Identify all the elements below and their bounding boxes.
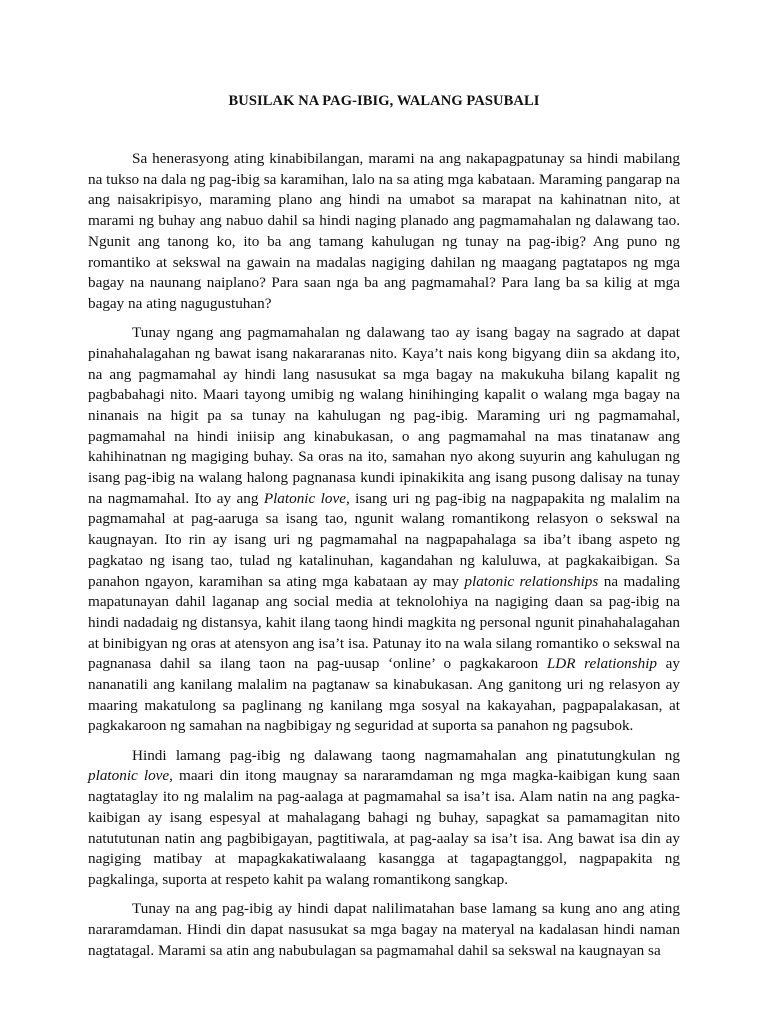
paragraph-2-segment-1: Tunay ngang ang pagmamahalan ng dalawang tao ay isang bagay na sagrado at dapat pinahahalagahan ng bawat isang nakararanas nito. Kaya’t nais kong bigyang diin sa akdang ito, na ang pagmamahal ay hindi lang nasusukat sa mga bagay na makukuha bilang kapalit ng pagbabahagi nito. Maari tayong umibig ng walang hinihinging kapalit o walang mga bagay na ninanais na higit pa sa tunay na kahulugan ng pag-ibig. Maraming uri ng pagmamahal, pagmamahal na hindi iniisip ang kinabukasan, o ang pagmamahal na mas tinatanaw ang kahihinatnan ng magiging buhay. Sa oras na ito, samahan nyo akong suyurin ang kahulugan ng isang pag-ibig na walang halong pagnanasa kundi ipinakikita ang isang pusong dalisay na tunay na nagmamahal. Ito ay ang: [88, 324, 680, 507]
paragraph-2-segment-2: isang uri ng pag-ibig na nagpapakita ng malalim na pagmamahal at pag-aaruga sa isang tao, ngunit walang romantikong relasyon o sekswal na kaugnayan. Ito rin ay isang uri ng pagmamahal na nagpapahalaga sa iba’t ibang aspeto ng pagkatao ng isang tao, tulad ng katalinuhan, kagandahan ng kaluluwa, at pagkakaibigan. Sa panahon ngayon, karamihan sa ating mga kabataan ay may: [88, 489, 680, 590]
ldr-relationship-term: LDR relationship: [546, 655, 658, 673]
paragraph-2-segment-4: ay nananatili ang kanilang malalim na pagtanaw sa kinabukasan. Ang ganitong uri ng relasyon ay maaring makatulong sa paglinang ng kanilang mga sosyal na kakayahan, pagpapalakasan, at pagkakaroon ng samahan na nagbibigay ng seguridad at suporta sa panahon ng pagsubok.: [88, 655, 680, 735]
platonic-love-term-2: platonic love,: [88, 767, 173, 785]
paragraph-1: [88, 149, 680, 315]
paragraph-4: [88, 899, 680, 961]
paragraph-1-text: Sa henerasyong ating kinabibilangan, marami na ang nakapagpatunay sa hindi mabilang na tukso na dala ng pag-ibig sa karamihan, lalo na sa ating mga kabataan. Maraming pangarap na ang naisakripisyo, maraming plano ang hindi na umabot sa marapat na kahinatnan nito, at marami ng buhay ang nabuo dahil sa hindi naging planado ang pagmamahalan ng dalawang tao. Ngunit ang tanong ko, ito ba ang tamang kahulugan ng tunay na pag-ibig? Ang puno ng romantiko at sekswal na gawain na madalas nagiging dahilan ng maagang pagtatapos ng mga bagay na naunang naiplano? Para saan nga ba ang pagmamahal? Para lang ba sa kilig at mga bagay na ating nagugustuhan?: [88, 150, 680, 312]
platonic-relationships-term: platonic relationships: [464, 572, 599, 590]
platonic-love-term: Platonic love,: [263, 489, 350, 507]
paragraph-3-segment-1: Hindi lamang pag-ibig ng dalawang taong nagmamahalan ang pinatutungkulan ng: [132, 746, 680, 764]
paragraph-2-segment-3: na madaling mapatunayan dahil laganap ang social media at teknolohiya na nagiging daan sa pag-ibig na hindi nadadaig ng distansya, kahit ilang taong hindi magkita ng personal ngunit pinahahalagahan at binibigyan ng oras at atensyon ang isa’t isa. Patunay ito na wala silang romantiko o sekswal na pagnanasa dahil sa ilang taon na pag-uusap ‘online’ o pagkakaroon: [88, 572, 681, 673]
document-body: [88, 149, 680, 970]
paragraph-3-segment-2: maari din itong maugnay sa nararamdaman ng mga magka-kaibigan kung saan nagtataglay ito ng malalim na pag-aalaga at pagmamahal sa isa’t isa. Alam natin na ang pagka-kaibigan ay isang espesyal at mahalagang bahagi ng buhay, sapagkat sa pamamagitan nito natututunan natin ang pagbibigayan, pagtitiwala, at pag-aalay sa isa’t isa. Ang bawat isa din ay nagiging matibay at mapagkakatiwalaang kasangga at tagapagtanggol, nagpapakita ng pagkalinga, suporta at respeto kahit pa walang romantikong sangkap.: [88, 767, 680, 888]
paragraph-3: [88, 746, 680, 891]
document-title: BUSILAK NA PAG-IBIG, WALANG PASUBALI: [228, 93, 540, 109]
paragraph-4-text: Tunay na ang pag-ibig ay hindi dapat nalilimatahan base lamang sa kung ano ang ating nararamdaman. Hindi din dapat nasusukat sa mga bagay na materyal na kadalasan hindi naman nagtatagal. Marami sa atin ang nabubulagan sa pagmamahal dahil sa sekswal na kaugnayan sa: [88, 900, 680, 959]
paragraph-2: [88, 323, 680, 737]
